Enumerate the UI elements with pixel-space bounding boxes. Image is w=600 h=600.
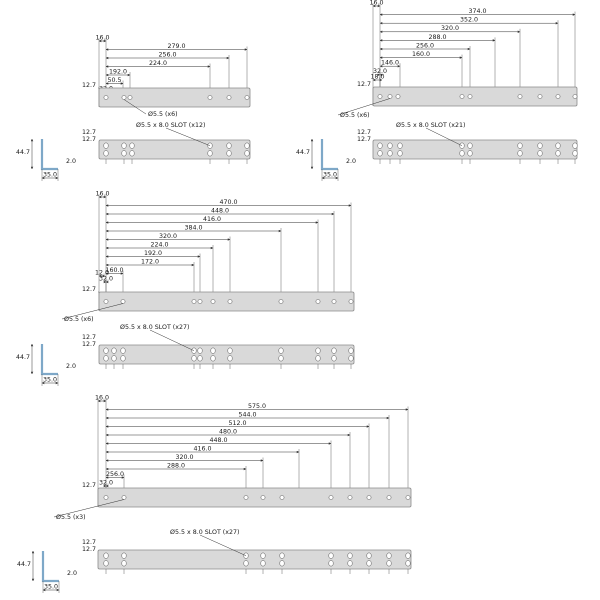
hole-9 — [406, 495, 410, 499]
slot-bottom-0 — [104, 561, 108, 567]
slot-bottom-0 — [104, 356, 108, 362]
bracket-flange — [99, 345, 354, 364]
slot-bottom-1 — [122, 151, 126, 157]
dimension-2-label: 448.0 — [210, 207, 230, 215]
dimension-0-label: 16.0 — [95, 34, 110, 42]
slot-top-4 — [198, 348, 202, 354]
slot-top-2 — [398, 143, 402, 149]
bracket-face — [373, 87, 577, 106]
hole-2 — [128, 95, 132, 99]
slot-height-dimension: 12.7 — [356, 129, 371, 136]
profile-thickness-dimension: 2.0 — [66, 363, 77, 370]
hole-6 — [538, 94, 542, 98]
slot-top-0 — [104, 348, 108, 354]
hole-1 — [122, 495, 126, 499]
slot-top-1 — [388, 143, 392, 149]
slot-bottom-8 — [316, 356, 320, 362]
slot-top-5 — [329, 553, 333, 559]
slot-bottom-5 — [211, 356, 215, 362]
slot-bottom-6 — [538, 151, 542, 157]
dimension-4-label: 192.0 — [108, 68, 128, 76]
dimension-5-label: 256.0 — [415, 42, 435, 50]
dimension-9-label: 256.0 — [105, 470, 125, 478]
hole-callout: Ø5.5 (x6) — [340, 112, 370, 119]
dimension-0-label: 16.0 — [369, 0, 384, 7]
slot-top-0 — [378, 143, 382, 149]
profile-height-dimension: 44.7 — [15, 354, 30, 361]
dimension-5-label: 448.0 — [209, 436, 228, 444]
bracket-b1 — [16, 34, 250, 181]
hole-3 — [261, 495, 265, 499]
hole-6 — [279, 299, 283, 303]
slot-top-8 — [316, 348, 320, 354]
slot-bottom-3 — [460, 151, 464, 157]
slot-bottom-4 — [468, 151, 472, 157]
slot-top-8 — [387, 553, 391, 559]
slot-bottom-6 — [348, 561, 352, 567]
dimension-6-label: 160.0 — [411, 51, 431, 58]
hole-4 — [227, 95, 231, 99]
profile-width-dimension-label: 35.0 — [43, 583, 59, 591]
slot-height-dimension-2: 12.7 — [81, 341, 96, 348]
slot-height-dimension: 12.7 — [81, 334, 96, 341]
hole-9 — [349, 299, 353, 303]
slot-bottom-8 — [387, 561, 391, 567]
slot-bottom-5 — [518, 151, 522, 157]
slot-top-2 — [121, 348, 125, 354]
profile-height-dimension: 44.7 — [295, 149, 310, 156]
dimension-small-label: 12.0 — [94, 269, 110, 277]
profile-width-dimension-label: 35.0 — [42, 376, 58, 384]
hole-5 — [245, 95, 249, 99]
slot-top-6 — [348, 553, 352, 559]
slot-bottom-1 — [122, 561, 126, 567]
hole-7 — [316, 299, 320, 303]
slot-top-10 — [349, 348, 353, 354]
dimension-10-label: 32.0 — [98, 479, 114, 487]
bracket-flange — [99, 140, 250, 159]
dimension-2-label: 352.0 — [459, 16, 479, 24]
hole-callout-leader — [54, 500, 124, 518]
dimension-7-label: 320.0 — [175, 453, 194, 461]
profile-width-dimension-label: 35.0 — [322, 171, 338, 179]
hole-callout: Ø5.5 (x6) — [64, 316, 94, 323]
dimension-8-label: 288.0 — [166, 462, 186, 470]
slot-top-3 — [261, 553, 265, 559]
slot-bottom-0 — [378, 151, 382, 157]
dimension-4-label: 288.0 — [428, 33, 447, 41]
hole-1 — [122, 95, 126, 99]
slot-bottom-10 — [349, 356, 353, 362]
dimension-5-label: 50.5 — [107, 76, 122, 84]
slot-top-1 — [122, 143, 126, 149]
slot-bottom-3 — [192, 356, 196, 362]
bracket-flange — [98, 550, 411, 569]
hole-5 — [228, 299, 232, 303]
slot-bottom-3 — [208, 151, 212, 157]
slot-top-4 — [227, 143, 231, 149]
hole-2 — [244, 495, 248, 499]
hole-1 — [121, 299, 125, 303]
dimension-1-label: 374.0 — [468, 8, 487, 15]
dimension-1-label: 575.0 — [247, 402, 267, 410]
height-dimension: 12.7 — [356, 81, 371, 88]
hole-2 — [396, 94, 400, 98]
slot-bottom-2 — [398, 151, 402, 157]
dimension-6-label: 224.0 — [150, 241, 169, 249]
hole-0 — [104, 299, 108, 303]
slot-height-dimension-2: 12.7 — [81, 546, 96, 553]
dimension-0-label: 16.0 — [95, 190, 110, 198]
slot-top-4 — [468, 143, 472, 149]
dimension-1-label: 470.0 — [219, 198, 238, 206]
slot-bottom-7 — [279, 356, 283, 362]
hole-2 — [192, 299, 196, 303]
bracket-face — [98, 488, 411, 507]
slot-top-5 — [518, 143, 522, 149]
hole-3 — [460, 94, 464, 98]
hole-0 — [378, 94, 382, 98]
dimension-7-label: 192.0 — [143, 249, 163, 257]
hole-3 — [208, 95, 212, 99]
hole-8 — [332, 299, 336, 303]
angle-profile — [42, 139, 58, 169]
dimension-10-label: 32.0 — [98, 275, 114, 283]
slot-top-9 — [406, 553, 410, 559]
dimension-3-label: 320.0 — [440, 25, 460, 33]
hole-4 — [211, 299, 215, 303]
height-dimension: 12.7 — [81, 482, 96, 489]
dimension-8-label: 172.0 — [140, 258, 160, 266]
slot-top-1 — [112, 348, 116, 354]
slot-bottom-5 — [329, 561, 333, 567]
slot-bottom-2 — [130, 151, 134, 157]
slot-height-dimension-2: 12.7 — [356, 136, 371, 143]
profile-height-dimension: 44.7 — [15, 149, 30, 156]
dimension-7-label: 146.0 — [380, 59, 400, 67]
slot-top-5 — [245, 143, 249, 149]
slot-bottom-4 — [280, 561, 284, 567]
slot-top-5 — [211, 348, 215, 354]
dimension-1-label: 279.0 — [167, 42, 186, 50]
slot-callout: Ø5.5 x 8.0 SLOT (x12) — [136, 122, 206, 129]
bracket-b3 — [16, 190, 354, 386]
slot-height-dimension: 12.7 — [81, 539, 96, 546]
slot-bottom-7 — [556, 151, 560, 157]
angle-profile — [42, 344, 58, 374]
slot-top-6 — [228, 348, 232, 354]
hole-1 — [388, 94, 392, 98]
slot-callout: Ø5.5 x 8.0 SLOT (x27) — [170, 529, 240, 536]
slot-top-7 — [279, 348, 283, 354]
dimension-2-label: 544.0 — [238, 411, 257, 419]
slot-bottom-7 — [367, 561, 371, 567]
slot-top-0 — [104, 143, 108, 149]
angle-profile — [322, 139, 338, 169]
slot-bottom-4 — [227, 151, 231, 157]
dimension-3-label: 416.0 — [202, 215, 222, 223]
dimension-6-label: 416.0 — [193, 445, 212, 453]
hole-7 — [556, 94, 560, 98]
dimension-8-label: 32.0 — [372, 68, 388, 76]
slot-bottom-2 — [121, 356, 125, 362]
slot-bottom-5 — [245, 151, 249, 157]
hole-7 — [367, 495, 371, 499]
slot-bottom-6 — [228, 356, 232, 362]
profile-width-dimension-label: 35.0 — [42, 171, 58, 179]
slot-top-0 — [104, 553, 108, 559]
profile-thickness-dimension: 2.0 — [67, 570, 78, 577]
dimension-2-label: 256.0 — [158, 51, 177, 59]
slot-bottom-9 — [406, 561, 410, 567]
slot-top-1 — [122, 553, 126, 559]
slot-bottom-1 — [388, 151, 392, 157]
slot-top-7 — [556, 143, 560, 149]
height-dimension: 12.7 — [81, 286, 96, 293]
bracket-b2 — [296, 0, 577, 181]
dimension-small-label: 18.0 — [370, 73, 385, 81]
hole-callout: Ø5.5 (x3) — [56, 514, 86, 521]
dimension-9-label: 160.0 — [105, 266, 124, 274]
hole-5 — [329, 495, 333, 499]
hole-4 — [468, 94, 472, 98]
slot-bottom-1 — [112, 356, 116, 362]
hole-5 — [518, 94, 522, 98]
bracket-flange — [373, 140, 577, 159]
slot-bottom-2 — [244, 561, 248, 567]
slot-bottom-4 — [198, 356, 202, 362]
dimension-4-label: 480.0 — [218, 428, 238, 436]
slot-top-6 — [538, 143, 542, 149]
height-dimension: 12.7 — [81, 82, 96, 89]
slot-height-dimension-2: 12.7 — [81, 136, 96, 143]
angle-profile — [43, 551, 59, 581]
slot-top-7 — [367, 553, 371, 559]
slot-top-9 — [332, 348, 336, 354]
hole-callout: Ø5.5 (x6) — [148, 111, 178, 118]
dimension-5-label: 320.0 — [158, 232, 178, 240]
hole-8 — [387, 495, 391, 499]
dimension-3-label: 224.0 — [148, 59, 168, 67]
bracket-b4 — [17, 394, 411, 593]
slot-top-4 — [280, 553, 284, 559]
slot-top-8 — [573, 143, 577, 149]
slot-top-2 — [130, 143, 134, 149]
slot-callout: Ø5.5 x 8.0 SLOT (x27) — [120, 324, 190, 331]
hole-4 — [280, 495, 284, 499]
slot-callout: Ø5.5 x 8.0 SLOT (x21) — [396, 122, 466, 129]
dimension-4-label: 384.0 — [184, 224, 203, 232]
slot-bottom-9 — [332, 356, 336, 362]
hole-3 — [198, 299, 202, 303]
dimension-0-label: 16.0 — [94, 394, 110, 402]
dimension-3-label: 512.0 — [228, 419, 247, 427]
hole-8 — [573, 94, 577, 98]
slot-height-dimension: 12.7 — [81, 129, 96, 136]
hole-0 — [104, 95, 108, 99]
profile-height-dimension: 44.7 — [16, 561, 31, 568]
profile-thickness-dimension: 2.0 — [346, 158, 357, 165]
slot-bottom-8 — [573, 151, 577, 157]
profile-thickness-dimension: 2.0 — [66, 158, 77, 165]
hole-0 — [104, 495, 108, 499]
slot-bottom-3 — [261, 561, 265, 567]
slot-bottom-0 — [104, 151, 108, 157]
hole-6 — [348, 495, 352, 499]
